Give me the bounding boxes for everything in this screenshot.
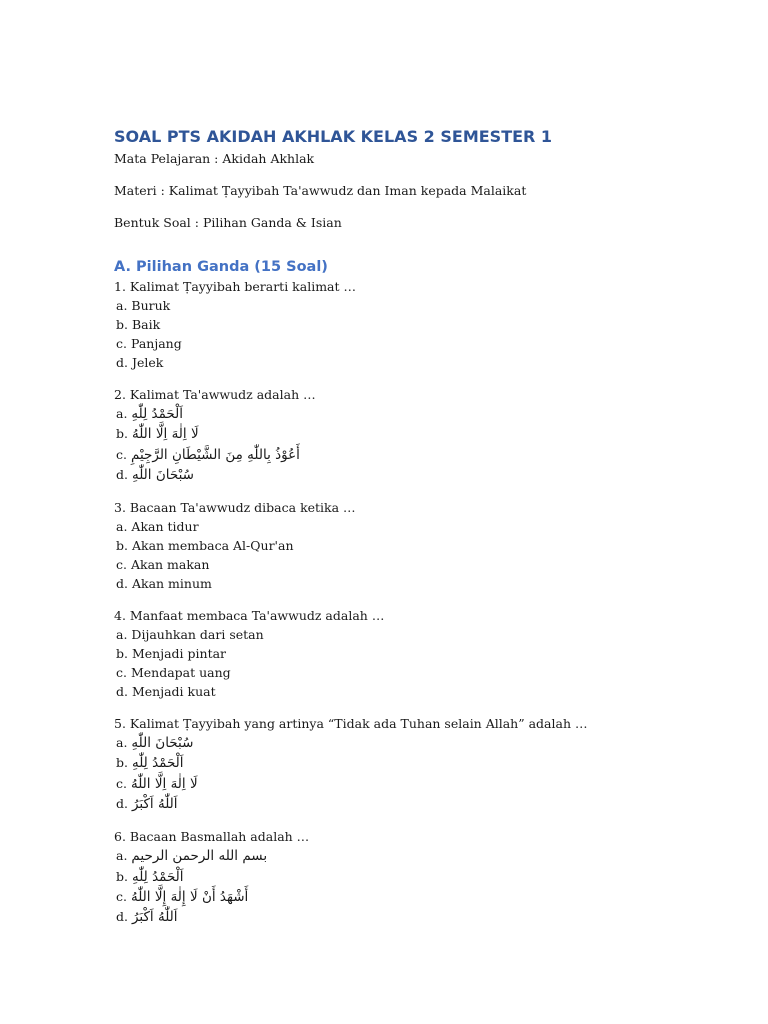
option-arabic-text: اَللّٰهُ اَكْبَرُ bbox=[131, 796, 178, 813]
option-text: Akan membaca Al-Qur'an bbox=[131, 538, 294, 554]
option-prefix: c. bbox=[116, 336, 127, 351]
option-b bbox=[114, 315, 734, 334]
option-arabic-text: اَلْحَمْدُ لِلّٰهِ bbox=[131, 406, 184, 422]
option-arabic-text: سُبْحَانَ اللّٰهِ bbox=[131, 466, 194, 483]
option-prefix: a. bbox=[116, 519, 128, 535]
question-6 bbox=[114, 828, 734, 927]
option-d bbox=[114, 907, 734, 927]
option-prefix: b. bbox=[116, 426, 128, 442]
option-c bbox=[114, 774, 734, 794]
option-text: Akan minum bbox=[131, 576, 212, 592]
option-prefix: a. bbox=[116, 848, 128, 864]
option-d bbox=[114, 682, 734, 701]
option-prefix: c. bbox=[116, 775, 127, 791]
option-d bbox=[114, 574, 734, 593]
option-prefix: a. bbox=[116, 735, 128, 751]
option-arabic-text: لَا اِلٰهَ اِلَّا اللّٰهُ bbox=[131, 426, 199, 443]
question-2 bbox=[114, 386, 734, 485]
option-c bbox=[114, 887, 734, 907]
option-prefix: b. bbox=[116, 646, 128, 662]
option-prefix: a. bbox=[116, 627, 128, 643]
question-text: 2. Kalimat Ta'awwudz adalah … bbox=[114, 387, 316, 402]
option-b bbox=[114, 867, 734, 887]
option-b bbox=[114, 424, 734, 444]
option-a bbox=[114, 846, 734, 866]
option-text: Jelek bbox=[131, 355, 164, 370]
option-arabic-text: أَشْهَدُ أَنْ لَا إِلٰهَ إِلَّا اللّٰهُ bbox=[130, 888, 249, 905]
option-prefix: c. bbox=[116, 446, 127, 462]
option-a bbox=[114, 733, 734, 753]
material-line: Materi : Kalimat Ṭayyibah Ta'awwudz dan Iman kepada Malaikat bbox=[114, 183, 527, 198]
option-c bbox=[114, 663, 734, 682]
option-c bbox=[114, 445, 734, 465]
question-form-line: Bentuk Soal : Pilihan Ganda & Isian bbox=[114, 215, 342, 230]
option-b bbox=[114, 644, 734, 663]
option-prefix: a. bbox=[116, 406, 128, 421]
option-b bbox=[114, 753, 734, 773]
option-text: Baik bbox=[131, 317, 161, 332]
option-prefix: d. bbox=[116, 909, 128, 925]
question-text: 5. Kalimat Ṭayyibah yang artinya “Tidak ada Tuhan selain Allah” adalah … bbox=[114, 716, 588, 732]
option-text: Panjang bbox=[130, 336, 182, 351]
question-4 bbox=[114, 607, 734, 701]
option-prefix: d. bbox=[116, 796, 128, 812]
option-text: Akan tidur bbox=[131, 519, 199, 535]
option-prefix: c. bbox=[116, 557, 127, 573]
option-a bbox=[114, 517, 734, 536]
option-text: Buruk bbox=[131, 298, 171, 313]
option-text: Dijauhkan dari setan bbox=[131, 627, 264, 643]
option-prefix: b. bbox=[116, 317, 128, 332]
question-3 bbox=[114, 499, 734, 593]
option-c bbox=[114, 334, 734, 353]
option-prefix: b. bbox=[116, 868, 128, 884]
document-page bbox=[114, 124, 734, 928]
option-text: Akan makan bbox=[130, 557, 210, 573]
option-prefix: d. bbox=[116, 466, 128, 482]
option-prefix: d. bbox=[116, 684, 128, 700]
option-arabic-text: لَا اِلٰهَ اِلَّا اللّٰهُ bbox=[130, 775, 198, 792]
option-d bbox=[114, 794, 734, 814]
option-prefix: d. bbox=[116, 355, 128, 370]
option-arabic-text: اَللّٰهُ اَكْبَرُ bbox=[131, 909, 178, 926]
option-d bbox=[114, 353, 734, 372]
question-text: 4. Manfaat membaca Ta'awwudz adalah … bbox=[114, 608, 385, 624]
option-prefix: d. bbox=[116, 576, 128, 592]
option-prefix: b. bbox=[116, 538, 128, 554]
option-arabic-text: اَلْحَمْدُ لِلّٰهِ bbox=[131, 755, 184, 772]
option-a bbox=[114, 625, 734, 644]
option-d bbox=[114, 465, 734, 485]
option-prefix: b. bbox=[116, 755, 128, 771]
option-a bbox=[114, 296, 734, 315]
question-5 bbox=[114, 715, 734, 814]
option-b bbox=[114, 536, 734, 555]
question-1 bbox=[114, 278, 734, 372]
question-text: 1. Kalimat Ṭayyibah berarti kalimat … bbox=[114, 279, 356, 294]
option-c bbox=[114, 555, 734, 574]
option-text: Menjadi pintar bbox=[131, 646, 227, 662]
question-text: 6. Bacaan Basmallah adalah … bbox=[114, 829, 310, 845]
option-prefix: a. bbox=[116, 298, 128, 313]
option-prefix: c. bbox=[116, 665, 127, 681]
section-heading-multiple-choice: A. Pilihan Ganda (15 Soal) bbox=[114, 259, 328, 275]
option-prefix: c. bbox=[116, 888, 127, 904]
option-arabic-text: سُبْحَانَ اللّٰهِ bbox=[131, 735, 194, 752]
option-a bbox=[114, 404, 734, 424]
option-arabic-text: أَعُوْذُ بِاللّٰهِ مِنَ الشَّيْطَانِ الرَّجِيْمِ bbox=[130, 446, 300, 463]
option-arabic-text: بسم الله الرحمن الرحيم bbox=[131, 848, 268, 865]
subject-line: Mata Pelajaran : Akidah Akhlak bbox=[114, 151, 315, 166]
question-text: 3. Bacaan Ta'awwudz dibaca ketika … bbox=[114, 500, 356, 516]
document-title: SOAL PTS AKIDAH AKHLAK KELAS 2 SEMESTER 1 bbox=[114, 127, 553, 146]
option-text: Menjadi kuat bbox=[131, 684, 216, 700]
option-arabic-text: اَلْحَمْدُ لِلّٰهِ bbox=[131, 868, 184, 885]
option-text: Mendapat uang bbox=[130, 665, 231, 681]
